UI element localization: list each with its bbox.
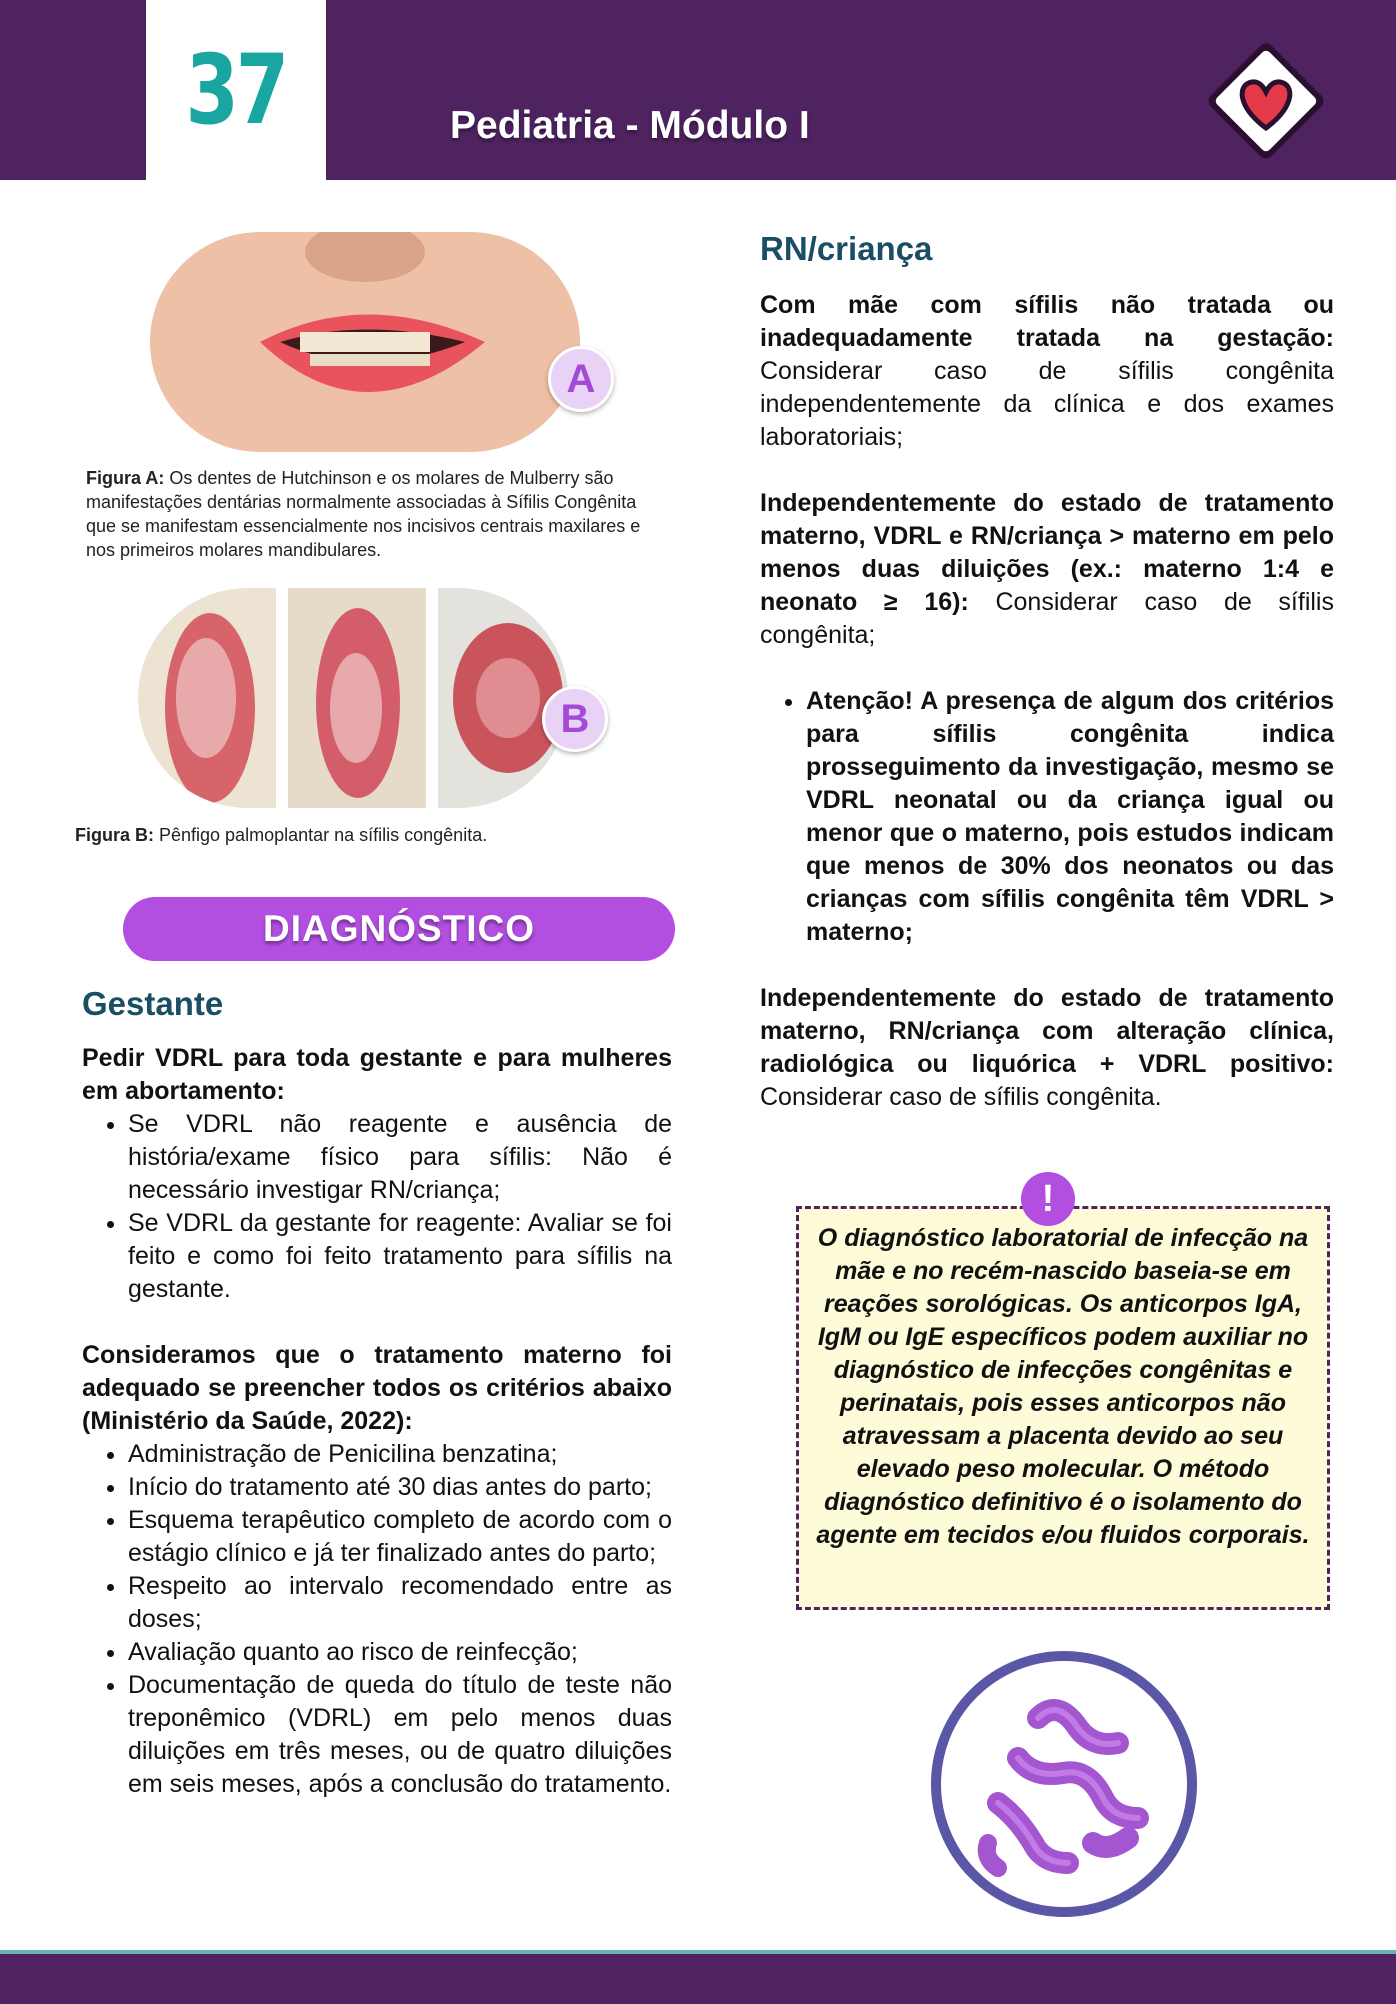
figure-b-caption-label: Figura B: [75, 825, 154, 845]
figure-a-badge-label: A [566, 356, 596, 401]
rn-paragraph-2-text: Considerar caso de sífilis congênita; [760, 588, 1334, 649]
figure-b-caption-text: Pênfigo palmoplantar na sífilis congênita. [154, 825, 488, 845]
rn-paragraph-2 [760, 487, 1334, 652]
figure-a-caption-label: Figura A: [86, 468, 165, 488]
figure-a-badge [548, 346, 614, 412]
list-item: • Início do tratamento até 30 dias antes do parto; [128, 1471, 672, 1504]
figure-a-caption [86, 466, 646, 562]
figure-b-image [138, 588, 608, 808]
page-number-box [146, 0, 326, 180]
bacteria-icon [928, 1648, 1200, 1920]
rn-heading: RN/criança [760, 230, 933, 267]
list-item: • Documentação de queda do título de teste não treponêmico (VDRL) em pelo menos duas diluições em três meses, ou de quatro diluições em seis meses, após a conclusão do tratamento. [128, 1669, 672, 1801]
gestante-list [82, 1108, 672, 1306]
page-number: 37 [185, 34, 287, 146]
list-item: • Administração de Penicilina benzatina; [128, 1438, 672, 1471]
figure-b-caption [75, 823, 635, 847]
attention-item: • Atenção! A presença de algum dos critérios para sífilis congênita indica prosseguimento da investigação, mesmo se VDRL neonatal ou da criança igual ou menor que o materno, pois estudos indicam que menos de 30% dos neonatos ou das crianças com sífilis congênita têm VDRL > materno; [806, 685, 1334, 949]
section-title-pill [123, 897, 675, 961]
page-footer [0, 1950, 1396, 2004]
list-item: • Se VDRL da gestante for reagente: Avaliar se foi feito e como foi feito tratamento para sífilis na gestante. [128, 1207, 672, 1306]
attention-list [760, 685, 1334, 949]
gestante-heading: Gestante [82, 985, 224, 1022]
list-item: • Esquema terapêutico completo de acordo com o estágio clínico e já ter finalizado antes do parto; [128, 1504, 672, 1570]
rn-paragraph-1-bold: Com mãe com sífilis não tratada ou inadequadamente tratada na gestação: [760, 291, 1334, 352]
note-text: O diagnóstico laboratorial de infecção na mãe e no recém-nascido baseia-se em reações sorológicas. Os anticorpos IgA, IgM ou IgE específicos podem auxiliar no diagnóstico de infecções congênitas e perinatais, pois esses anticorpos não atravessam a placenta devido ao seu elevado peso molecular. O método diagnóstico definitivo é o isolamento do agente em tecidos e/ou fluidos corporais. [816, 1224, 1310, 1549]
gestante-intro: Pedir VDRL para toda gestante e para mulheres em abortamento: [82, 1044, 672, 1105]
list-item: • Respeito ao intervalo recomendado entre as doses; [128, 1570, 672, 1636]
heart-card-icon [1196, 36, 1336, 166]
rn-content [760, 289, 1334, 1114]
figure-b-badge-label: B [560, 696, 590, 741]
criteria-list [82, 1438, 672, 1801]
gestante-content [82, 1042, 672, 1801]
criteria-intro: Consideramos que o tratamento materno foi adequado se preencher todos os critérios abaixo (Ministério da Saúde, 2022): [82, 1341, 672, 1435]
rn-paragraph-3-bold: Independentemente do estado de tratamento materno, RN/criança com alteração clínica, radiológica ou liquórica + VDRL positivo: [760, 984, 1334, 1078]
exclamation-icon: ! [1021, 1172, 1075, 1226]
rn-paragraph-1 [760, 289, 1334, 454]
list-item: • Avaliação quanto ao risco de reinfecção; [128, 1636, 672, 1669]
figure-a-caption-text: Os dentes de Hutchinson e os molares de Mulberry são manifestações dentárias normalmente associadas à Sífilis Congênita que se manifestam essencialmente nos incisivos centrais maxilares e nos primeiros molares mandibulares. [86, 468, 641, 560]
rn-paragraph-3 [760, 982, 1334, 1114]
page-header [0, 0, 1396, 180]
module-title: Pediatria - Módulo I [450, 104, 810, 147]
figure-b-badge [542, 686, 608, 752]
rn-paragraph-3-text: Considerar caso de sífilis congênita. [760, 1083, 1162, 1111]
list-item: • Se VDRL não reagente e ausência de história/exame físico para sífilis: Não é necessário investigar RN/criança; [128, 1108, 672, 1207]
rn-paragraph-2-bold: Independentemente do estado de tratamento materno, VDRL e RN/criança > materno em pelo menos duas diluições (ex.: materno 1:4 e neonato ≥ 16): [760, 489, 1334, 616]
rn-paragraph-1-text: Considerar caso de sífilis congênita independentemente da clínica e dos exames laboratoriais; [760, 357, 1334, 451]
figure-a-image [150, 232, 580, 452]
section-title: DIAGNÓSTICO [262, 908, 536, 949]
